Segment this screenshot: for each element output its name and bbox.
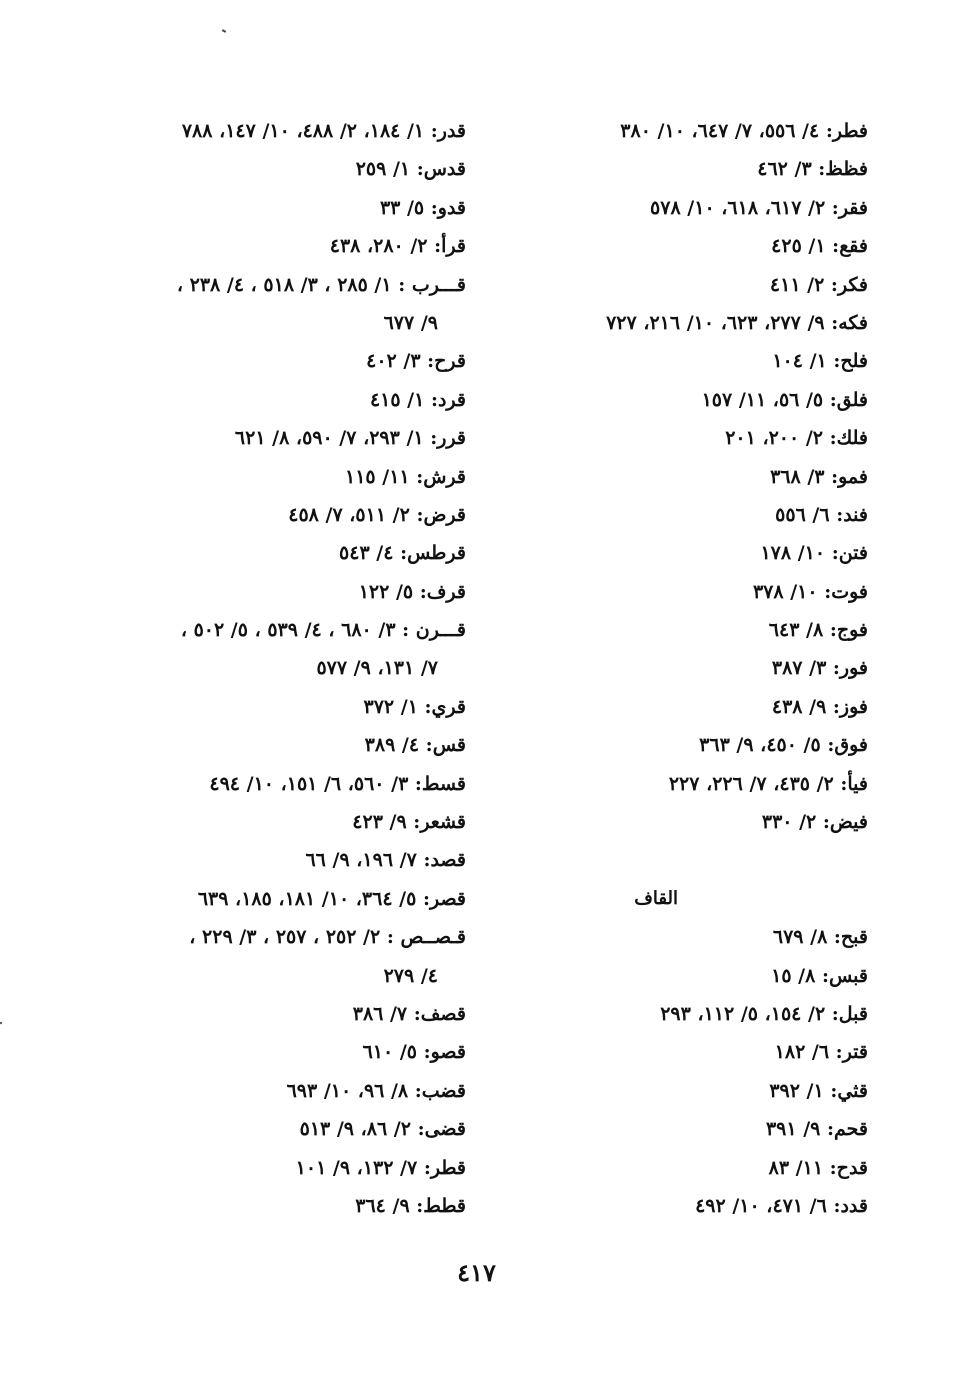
index-entry: قشعر: ٩/ ٤٢٣ — [352, 811, 466, 834]
index-entry: قدح: ١١/ ٨٣ — [768, 1156, 868, 1179]
index-entry: قصو: ٥/ ٦١٠ — [362, 1041, 466, 1064]
index-entry: قضب: ٨/ ٩٦، ١٠/ ٦٩٣ — [286, 1079, 466, 1102]
index-entry: قضى: ٢/ ٨٦، ٩/ ٥١٣ — [299, 1118, 466, 1141]
index-entry: فكر: ٢/ ٤١١ — [769, 273, 868, 296]
index-column-right — [538, 112, 868, 1225]
index-entry: فطر: ٤/ ٥٥٦، ٧/ ٦٤٧، ١٠/ ٣٨٠ — [620, 120, 868, 142]
index-entry: فظظ: ٣/ ٤٦٢ — [757, 158, 868, 181]
index-entry: فلك: ٢/ ٢٠٠، ٢٠١ — [725, 427, 868, 450]
index-entry: قبل: ٢/ ١٥٤، ٥/ ١١٢، ٢٩٣ — [660, 1002, 868, 1025]
scan-speck — [0, 1022, 2, 1025]
index-entry: فوج: ٨/ ٦٤٣ — [768, 619, 868, 642]
index-entry: قرح: ٣/ ٤٠٢ — [366, 350, 466, 373]
index-entry: قرأ: ٢/ ٢٨٠، ٤٣٨ — [329, 235, 466, 258]
index-entry: فور: ٣/ ٣٨٧ — [771, 657, 868, 680]
index-entry: فيأ: ٢/ ٤٣٥، ٧/ ٢٢٦، ٢٢٧ — [668, 772, 868, 795]
section-heading: القاف — [634, 887, 678, 909]
index-entry: قـــرن : ٣/ ٦٨٠ ، ٤/ ٥٣٩ ، ٥/ ٥٠٢ ، — [180, 619, 466, 642]
index-entry: قثي: ١/ ٣٩٢ — [769, 1079, 868, 1102]
index-entry: قبس: ٨/ ١٥ — [771, 964, 868, 987]
index-entry: قصد: ٧/ ١٩٦، ٩/ ٦٦ — [305, 849, 466, 872]
index-column-left — [106, 112, 466, 1225]
index-entry: قتر: ٦/ ١٨٢ — [774, 1041, 868, 1064]
index-entry: فتن: ١٠/ ١٧٨ — [760, 542, 868, 565]
index-entry: قس: ٤/ ٣٨٩ — [364, 734, 466, 757]
index-entry: قـــرب : ١/ ٢٨٥ ، ٣/ ٥١٨ ، ٤/ ٢٣٨ ، — [176, 273, 466, 296]
index-entry: فكه: ٩/ ٢٧٧، ٦٢٣، ١٠/ ٢١٦، ٧٢٧ — [606, 311, 868, 334]
index-entry: قطط: ٩/ ٣٦٤ — [355, 1194, 466, 1217]
index-entry: قرر: ١/ ٢٩٣، ٧/ ٥٩٠، ٨/ ٦٢١ — [234, 427, 466, 450]
index-entry: قحم: ٩/ ٣٩١ — [765, 1118, 868, 1141]
index-entry: قطر: ٧/ ١٣٢، ٩/ ١٠١ — [295, 1156, 466, 1179]
index-entry: قسط: ٣/ ٥٦٠، ٦/ ١٥١، ١٠/ ٤٩٤ — [209, 772, 466, 795]
index-entry: قدد: ٦/ ٤٧١، ١٠/ ٤٩٢ — [695, 1194, 868, 1217]
index-entry-continuation: ٧/ ١٣١، ٩/ ٥٧٧ — [316, 657, 438, 680]
index-entry: قرف: ٥/ ١٢٢ — [358, 580, 466, 603]
index-entry: فيض: ٢/ ٣٣٠ — [761, 811, 868, 834]
index-entry: قرطس: ٤/ ٥٤٣ — [339, 542, 466, 565]
index-entry: فمو: ٣/ ٣٦٨ — [770, 465, 868, 488]
index-entry: قصر: ٥/ ٣٦٤، ١٠/ ١٨١، ١٨٥، ٦٣٩ — [197, 887, 466, 910]
index-entry: فوق: ٥/ ٤٥٠، ٩/ ٣٦٣ — [699, 734, 868, 757]
index-entry: فوت: ١٠/ ٣٧٨ — [752, 580, 868, 603]
index-entry: قدس: ١/ ٢٥٩ — [355, 158, 466, 181]
index-entry: قصف: ٧/ ٣٨٦ — [352, 1002, 466, 1025]
index-entry: قبح: ٨/ ٦٧٩ — [772, 926, 868, 949]
index-entry: فلح: ١/ ١٠٤ — [772, 350, 868, 373]
index-entry: فقع: ١/ ٤٢٥ — [771, 235, 868, 258]
index-entry: فلق: ٥/ ٥٦، ١١/ ١٥٧ — [701, 388, 868, 411]
page-number: ٤١٧ — [457, 1258, 496, 1287]
scan-speck — [222, 29, 226, 33]
index-entry: قدو: ٥/ ٣٣ — [379, 196, 466, 219]
index-entry: قري: ١/ ٣٧٢ — [363, 695, 466, 718]
index-entry: قرد: ١/ ٤١٥ — [369, 388, 466, 411]
index-entry-continuation: ٤/ ٢٧٩ — [383, 964, 438, 987]
index-entry: فقر: ٢/ ٦١٧، ٦١٨، ١٠/ ٥٧٨ — [650, 196, 868, 219]
index-entry: قرش: ١١/ ١١٥ — [345, 465, 466, 488]
index-entry: قرض: ٢/ ٥١١، ٧/ ٤٥٨ — [288, 503, 466, 526]
index-entry: فوز: ٩/ ٤٣٨ — [771, 695, 868, 718]
index-entry: فند: ٦/ ٥٥٦ — [775, 503, 868, 526]
index-entry: قدر: ١/ ١٨٤، ٢/ ٤٨٨، ١٠/ ١٤٧، ٧٨٨ — [181, 120, 466, 142]
index-entry: قـصــص : ٢/ ٢٥٢ ، ٢٥٧ ، ٣/ ٢٢٩ ، — [189, 926, 466, 949]
index-entry-continuation: ٩/ ٦٧٧ — [383, 311, 438, 334]
